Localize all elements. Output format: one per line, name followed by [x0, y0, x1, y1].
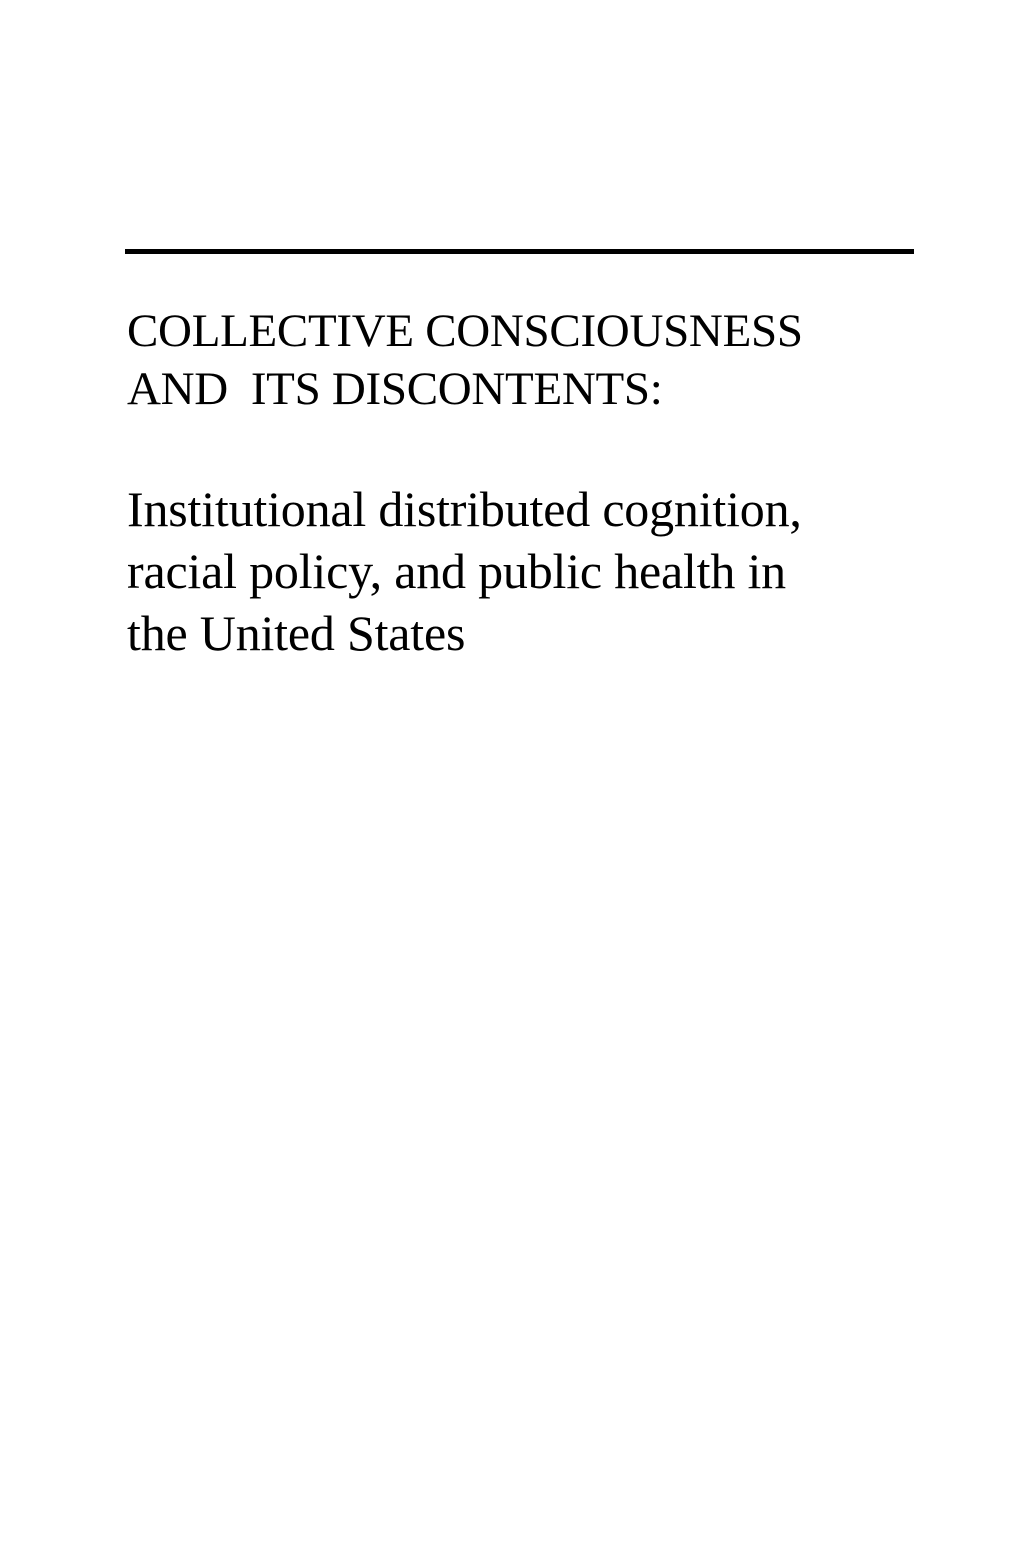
subtitle-line-3: the United States: [127, 605, 466, 661]
subtitle-line-2: racial policy, and public health in: [127, 543, 786, 599]
subtitle: [127, 478, 947, 664]
horizontal-rule: [125, 249, 914, 254]
main-title-line-2: AND ITS DISCONTENTS:: [127, 363, 663, 415]
main-title: [127, 302, 927, 418]
subtitle-line-1: Institutional distributed cognition,: [127, 481, 802, 537]
main-title-line-1: COLLECTIVE CONSCIOUSNESS: [127, 305, 803, 357]
